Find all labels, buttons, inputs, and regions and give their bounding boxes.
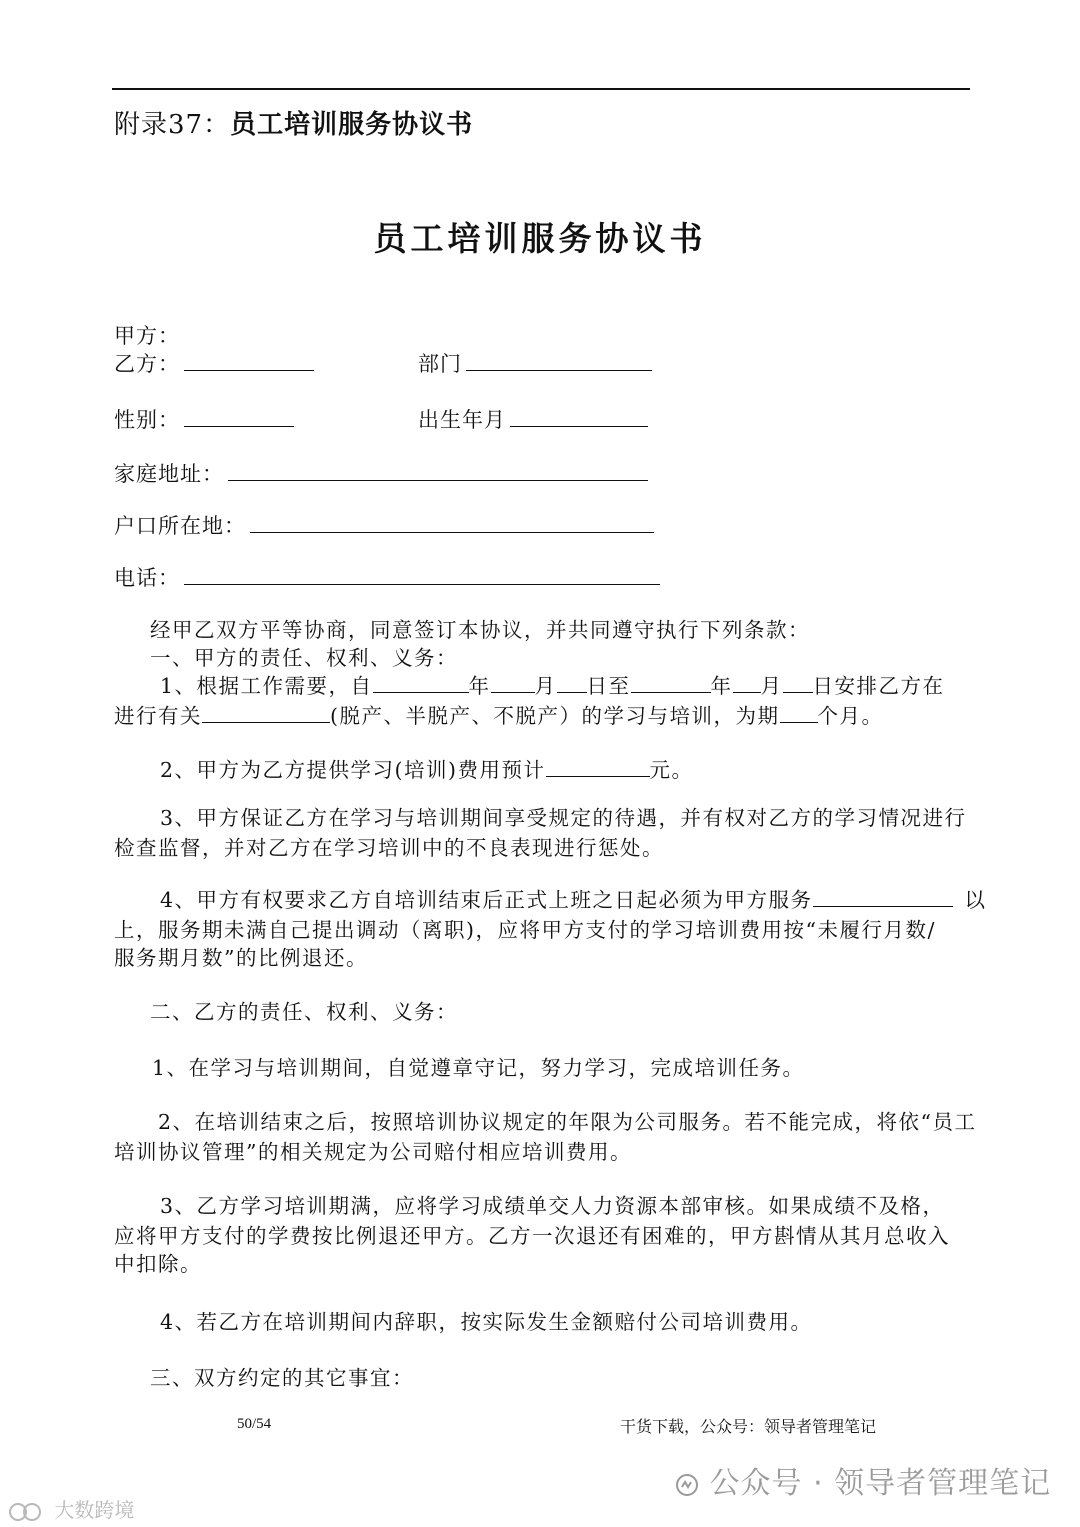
end-day-blank[interactable] [783,674,813,693]
gender-blank[interactable] [184,406,294,427]
clause1-day1: 日至 [586,674,631,698]
section2-clause2-line1: 2、在培训结束之后，按照培训协议规定的年限为公司服务。若不能完成，将依“员工 [158,1110,977,1134]
clause1-month1: 月 [534,674,557,698]
hukou-blank[interactable] [250,512,654,533]
section1-clause3-line1: 3、甲方保证乙方在学习与培训期间享受规定的待遇，并有权对乙方的学习情况进行 [160,806,967,830]
training-cost-blank[interactable] [546,758,650,777]
home-address-blank[interactable] [228,460,648,481]
department-field [418,348,652,378]
intro-paragraph: 经甲乙双方平等协商，同意签订本协议，并共同遵守执行下列条款： [150,618,810,642]
page-number: 50/54 [237,1416,272,1432]
clause1-text-a: 1、根据工作需要，自 [160,674,373,698]
phone-blank[interactable] [184,564,660,585]
section1-clause4-line1 [160,884,987,916]
party-b-blank[interactable] [184,350,314,371]
appendix-title: 员工培训服务协议书 [230,110,474,140]
clause2-text-a: 2、甲方为乙方提供学习(培训)费用预计 [160,758,546,782]
section2-clause3-line2: 应将甲方支付的学费按比例退还甲方。乙方一次退还有困难的，甲方斟情从其月总收入 [114,1224,950,1248]
home-address-label: 家庭地址： [114,462,224,486]
gender-label: 性别： [114,408,180,432]
header-rule [112,88,970,90]
party-b-label: 乙方： [114,352,180,376]
party-a-label: 甲方： [114,324,180,348]
duration-months-blank[interactable] [780,704,818,723]
wechat-watermark [675,1458,1051,1502]
phone-field [114,562,660,592]
section1-clause3-line2: 检查监督，并对乙方在学习培训中的不良表现进行惩处。 [114,836,664,860]
section1-clause1-line2 [114,700,884,732]
start-day-blank[interactable] [557,674,587,693]
footer-note: 干货下载，公众号：领导者管理笔记 [620,1417,877,1436]
start-year-blank[interactable] [373,674,469,693]
section1-clause4-line3: 服务期月数”的比例退还。 [114,946,368,970]
section1-clause2 [160,754,694,786]
birth-field [418,404,648,434]
training-content-blank[interactable] [202,704,330,723]
wechat-watermark-text: 公众号 · 领导者管理笔记 [709,1466,1052,1501]
appendix-prefix: 附录37： [114,110,231,140]
gender-field [114,404,294,434]
section2-clause3-line3: 中扣除。 [114,1252,202,1276]
section1-clause4-line2: 上，服务期未满自己提出调动（离职)，应将甲方支付的学习培训费用按“未履行月数/ [114,918,936,942]
service-period-blank[interactable] [813,888,953,907]
hukou-label: 户口所在地： [114,514,246,538]
department-label: 部门 [418,352,462,376]
clause1-year2: 年 [710,674,733,698]
section2-clause2-line2: 培训协议管理”的相关规定为公司赔付相应培训费用。 [114,1140,632,1164]
clause1-text-b: 进行有关 [114,704,202,728]
section2-clause4: 4、若乙方在培训期间内辞职，按实际发生金额赔付公司培训费用。 [160,1310,813,1334]
clause1-text-d: 个月。 [817,704,884,728]
brand-watermark [8,1494,134,1523]
clause1-year1: 年 [468,674,491,698]
appendix-heading [114,104,473,141]
hukou-field [114,510,654,540]
clause1-day2: 日安排乙方在 [812,674,945,698]
section2-heading: 二、乙方的责任、权利、义务： [150,1000,458,1024]
document-title: 员工培训服务协议书 [373,219,707,258]
clause4-text-b: 以 [964,888,987,912]
brand-watermark-text: 大数跨境 [54,1498,135,1522]
party-b-field [114,348,314,378]
birth-label: 出生年月 [418,408,506,432]
department-blank[interactable] [466,350,652,371]
clause2-text-b: 元。 [649,758,694,782]
section1-clause1-line1 [160,670,945,702]
section3-heading: 三、双方约定的其它事宜： [150,1366,414,1390]
section2-clause3-line1: 3、乙方学习培训期满，应将学习成绩单交人力资源本部审核。如果成绩不及格， [160,1194,945,1218]
brand-logo-icon [8,1501,48,1523]
clause4-text-a: 4、甲方有权要求乙方自培训结束后正式上班之日起必须为甲方服务 [160,888,813,912]
phone-label: 电话： [114,566,180,590]
end-month-blank[interactable] [733,674,761,693]
start-month-blank[interactable] [491,674,535,693]
birth-blank[interactable] [510,406,648,427]
section1-heading: 一、甲方的责任、权利、义务： [150,646,458,670]
home-address-field [114,458,648,488]
end-year-blank[interactable] [631,674,711,693]
clause1-text-c: (脱产、半脱产、不脱产）的学习与培训，为期 [330,704,780,728]
section2-clause1: 1、在学习与培训期间，自觉遵章守记，努力学习，完成培训任务。 [152,1056,805,1080]
clause1-month2: 月 [760,674,783,698]
wechat-icon [675,1473,699,1497]
